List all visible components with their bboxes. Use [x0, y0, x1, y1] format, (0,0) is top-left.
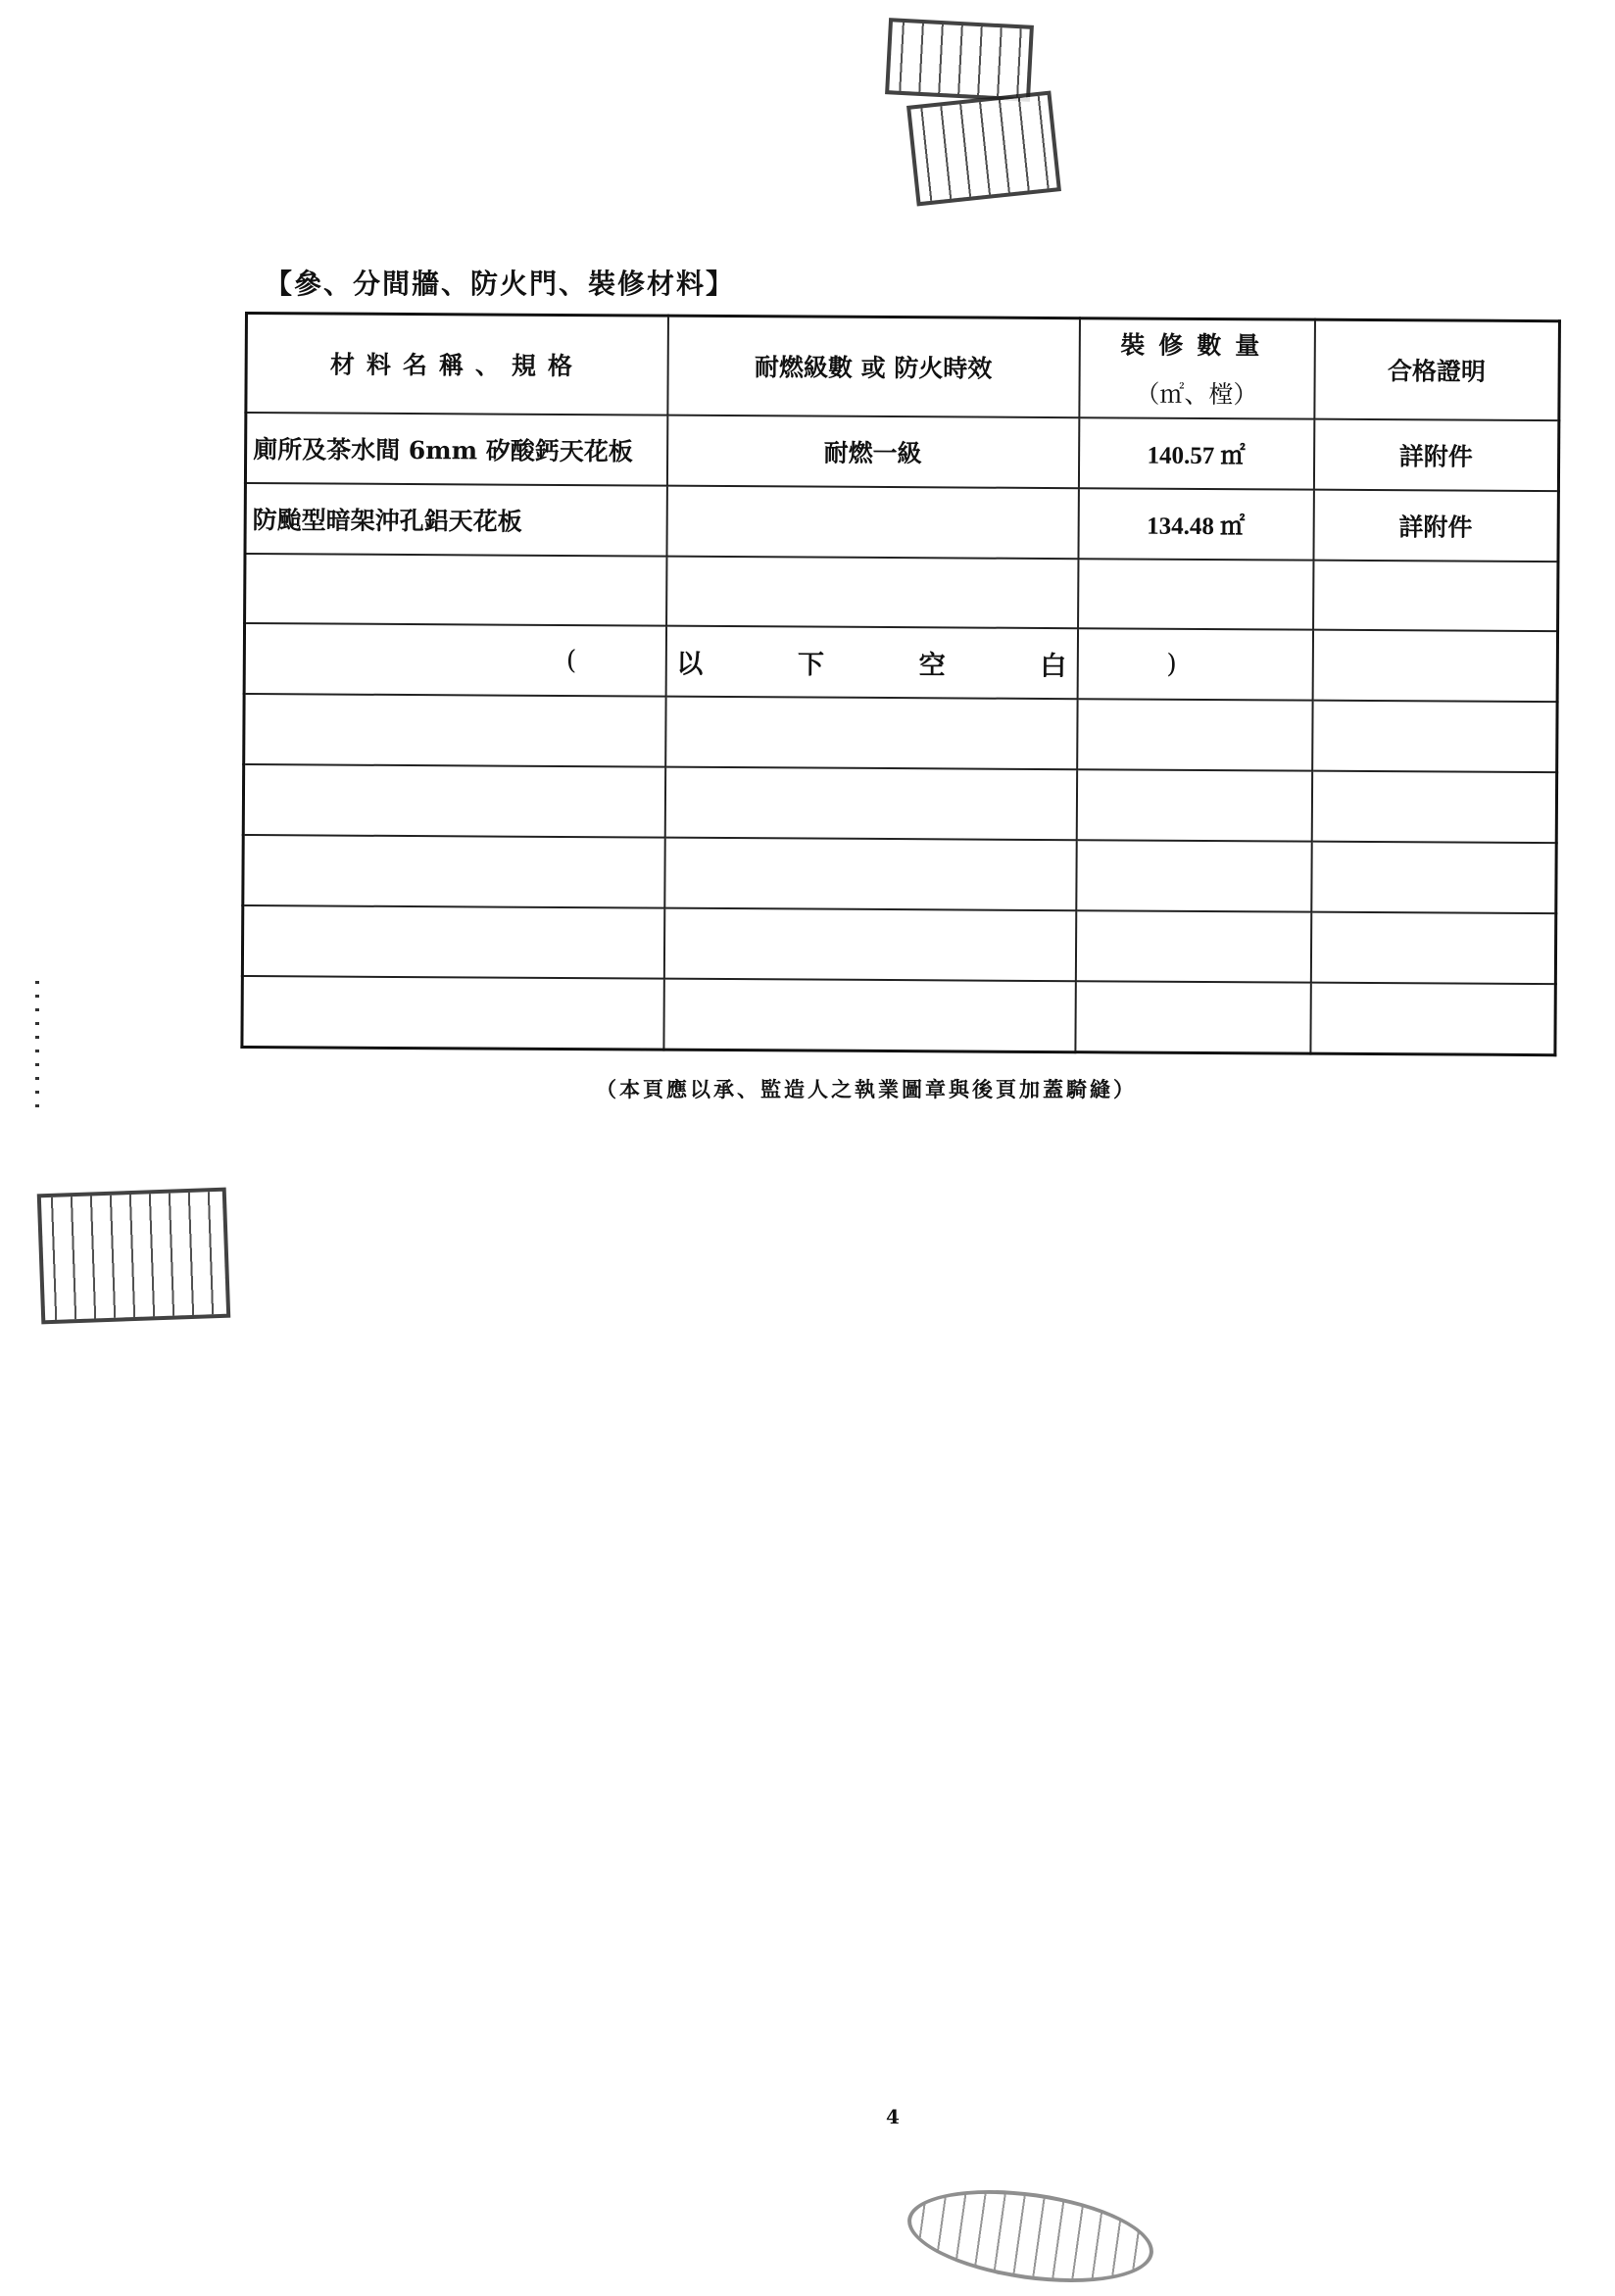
- table-row-empty: [242, 976, 1555, 1055]
- table-row-empty: [243, 835, 1556, 913]
- cell-quantity: 134.48 ㎡: [1078, 488, 1313, 560]
- seal-stamp-bottom: [902, 2176, 1159, 2296]
- header-quantity: 裝修數量 （㎡、樘）: [1079, 318, 1315, 419]
- table-header-row: [246, 314, 1560, 420]
- cell-fire-rating: 耐燃一級: [666, 415, 1078, 487]
- cell-quantity: 140.57 ㎡: [1078, 417, 1313, 489]
- table-row-empty: [245, 554, 1558, 632]
- blank-note-open: (: [565, 645, 577, 676]
- footer-note: （本頁應以承、監造人之執業圖章與後頁加蓋騎縫）: [596, 1077, 1137, 1101]
- table-row-empty: [243, 764, 1556, 843]
- cell-material-name: 防颱型暗架沖孔鋁天花板: [245, 483, 666, 557]
- cell-fire-rating: [666, 485, 1078, 558]
- materials-table-wrapper: [240, 312, 1558, 1056]
- cell-certificate: 詳附件: [1313, 489, 1558, 561]
- binding-marks: [35, 980, 39, 1107]
- cell-certificate: 詳附件: [1313, 418, 1558, 490]
- seal-stamp-left: [37, 1188, 231, 1325]
- table-row-empty: [242, 905, 1555, 984]
- materials-table: [240, 312, 1561, 1056]
- table-row: [245, 413, 1558, 491]
- section-title: 【參、分間牆、防火門、裝修材料】: [265, 268, 736, 300]
- cell-material-name: 廁所及茶水間 6mm 矽酸鈣天花板: [245, 413, 666, 486]
- table-row-empty: [244, 694, 1557, 772]
- blank-note-close: ): [1166, 649, 1177, 680]
- seal-stamp-top: [885, 18, 1034, 102]
- table-row: [245, 483, 1558, 562]
- header-material-name: 材料名稱、規格: [246, 314, 668, 415]
- page-number: 4: [886, 2105, 900, 2128]
- header-fire-rating: 耐燃級數 或 防火時效: [667, 316, 1080, 417]
- blank-note-text: 以 下 空 白: [676, 649, 1067, 682]
- table-row-blank-note: [244, 623, 1557, 702]
- seal-stamp-top-second: [906, 91, 1061, 207]
- header-certificate: 合格證明: [1314, 319, 1560, 420]
